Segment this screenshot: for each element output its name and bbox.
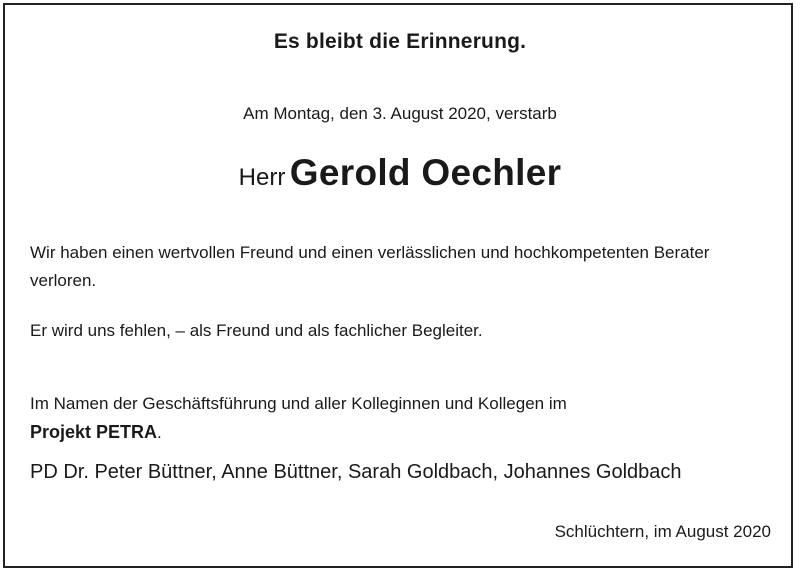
- tribute-paragraph-2: Er wird uns fehlen, – als Freund und als fachlicher Begleiter.: [30, 321, 483, 340]
- honorific: Herr: [238, 164, 286, 191]
- tribute-paragraph: Wir haben einen wertvollen Freund und einen verlässlichen und hochkompetenten Berater verloren.: [30, 243, 710, 290]
- headline: Es bleibt die Erinnerung.: [273, 30, 527, 53]
- place-date: Schlüchtern, im August 2020: [554, 522, 771, 541]
- death-announcement-line: Am Montag, den 3. August 2020, verstarb: [243, 104, 557, 123]
- signers-line: PD Dr. Peter Büttner, Anne Büttner, Sarah Goldbach, Johannes Goldbach: [30, 461, 682, 483]
- organization-name: Projekt PETRA: [30, 422, 158, 442]
- on-behalf-paragraph: [30, 390, 775, 447]
- deceased-name-line: [0, 152, 800, 194]
- organization-suffix: .: [157, 423, 162, 442]
- on-behalf-text: Im Namen der Geschäftsführung und aller Kolleginnen und Kollegen im: [30, 394, 567, 413]
- deceased-name: Gerold Oechler: [289, 152, 562, 193]
